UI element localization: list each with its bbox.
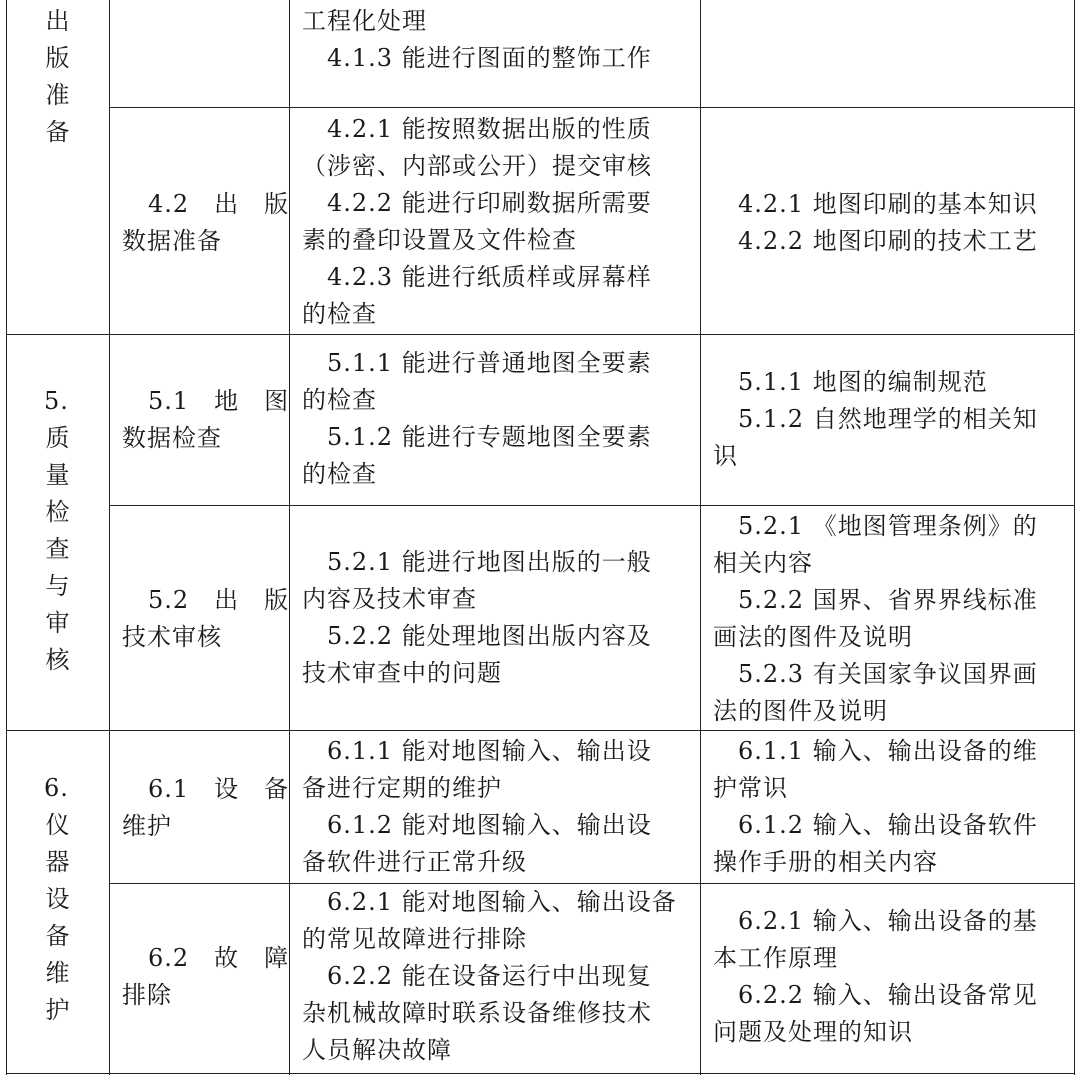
skills-cell — [302, 111, 698, 333]
unit-line: 4.2 出 版 — [148, 190, 290, 218]
knowledge-line: 6.2.2 输入、输出设备常见 — [713, 981, 1038, 1009]
function-char: 设 — [45, 885, 71, 913]
skill-line: 6.2.1 能对地图输入、输出设备 — [302, 888, 677, 916]
unit-cell — [122, 186, 290, 260]
skill-line: （涉密、内部或公开）提交审核 — [302, 152, 652, 180]
skill-line: 素的叠印设置及文件检查 — [302, 226, 577, 254]
function-char: 核 — [45, 646, 71, 674]
knowledge-cell — [713, 508, 1073, 730]
unit-line: 5.2 出 版 — [148, 586, 290, 614]
knowledge-line: 5.2.1 《地图管理条例》的 — [713, 512, 1038, 540]
knowledge-line: 4.2.1 地图印刷的基本知识 — [713, 190, 1038, 218]
table-divider-col2 — [289, 0, 290, 1075]
function-char: 护 — [45, 996, 71, 1024]
unit-line: 6.1 设 备 — [148, 775, 290, 803]
skill-line: 4.2.3 能进行纸质样或屏幕样 — [302, 263, 652, 291]
unit-line: 6.2 故 障 — [148, 944, 290, 972]
knowledge-cell — [713, 364, 1073, 475]
skill-line: 的检查 — [302, 386, 377, 414]
knowledge-line: 操作手册的相关内容 — [713, 848, 938, 876]
knowledge-line: 问题及处理的知识 — [713, 1018, 913, 1046]
function-char: 6. — [44, 774, 69, 802]
table-border-left — [6, 0, 7, 1075]
knowledge-line: 4.2.2 地图印刷的技术工艺 — [713, 227, 1038, 255]
function-cell-equipment-maintenance — [8, 770, 108, 1029]
table-border-bottom — [6, 1073, 1075, 1074]
row-divider — [109, 107, 1075, 108]
skill-line: 人员解决故障 — [302, 1036, 452, 1064]
function-cell-publishing-prep — [8, 3, 108, 151]
function-char: 检 — [45, 498, 71, 526]
table-divider-col1 — [109, 0, 110, 1075]
skills-cell — [302, 345, 698, 493]
unit-line: 5.1 地 图 — [148, 387, 290, 415]
knowledge-line: 相关内容 — [713, 549, 813, 577]
skill-line: 备进行定期的维护 — [302, 774, 502, 802]
skill-line: 备软件进行正常升级 — [302, 848, 527, 876]
knowledge-line: 本工作原理 — [713, 944, 838, 972]
skill-line: 的检查 — [302, 300, 377, 328]
unit-line: 数据准备 — [122, 227, 222, 255]
skill-line: 5.2.1 能进行地图出版的一般 — [302, 548, 652, 576]
skills-cell — [302, 544, 698, 692]
skill-line: 5.1.2 能进行专题地图全要素 — [302, 423, 652, 451]
knowledge-line: 6.1.1 输入、输出设备的维 — [713, 737, 1038, 765]
function-char: 5. — [44, 387, 69, 415]
skill-line: 的常见故障进行排除 — [302, 925, 527, 953]
unit-line: 数据检查 — [122, 424, 222, 452]
skill-line: 工程化处理 — [302, 7, 427, 35]
function-char: 器 — [45, 848, 71, 876]
function-char: 量 — [45, 461, 71, 489]
knowledge-cell — [713, 903, 1073, 1051]
row-divider — [6, 730, 1075, 731]
skill-line: 5.1.1 能进行普通地图全要素 — [302, 349, 652, 377]
knowledge-line: 6.2.1 输入、输出设备的基 — [713, 907, 1038, 935]
skill-line: 5.2.2 能处理地图出版内容及 — [302, 622, 652, 650]
function-char: 审 — [45, 609, 71, 637]
knowledge-line: 5.2.3 有关国家争议国界画 — [713, 660, 1038, 688]
skill-line: 4.1.3 能进行图面的整饰工作 — [302, 44, 652, 72]
table-divider-col3 — [700, 0, 701, 1075]
function-char: 版 — [45, 44, 71, 72]
function-char: 查 — [45, 535, 71, 563]
skill-line: 杂机械故障时联系设备维修技术 — [302, 999, 652, 1027]
table-border-right — [1074, 0, 1075, 1075]
knowledge-line: 画法的图件及说明 — [713, 623, 913, 651]
skill-line: 6.1.1 能对地图输入、输出设 — [302, 737, 652, 765]
knowledge-cell — [713, 733, 1073, 881]
knowledge-cell — [713, 186, 1073, 260]
skills-cell — [302, 3, 698, 77]
knowledge-line: 6.1.2 输入、输出设备软件 — [713, 811, 1038, 839]
function-char: 出 — [45, 7, 71, 35]
knowledge-line: 护常识 — [713, 774, 788, 802]
row-divider — [109, 505, 1075, 506]
skill-line: 4.2.2 能进行印刷数据所需要 — [302, 189, 652, 217]
unit-line: 维护 — [122, 812, 172, 840]
unit-cell — [122, 383, 290, 457]
skills-cell — [302, 884, 698, 1069]
unit-cell — [122, 582, 290, 656]
function-char: 维 — [45, 959, 71, 987]
skill-line: 6.2.2 能在设备运行中出现复 — [302, 962, 652, 990]
function-cell-quality-check — [8, 383, 108, 679]
function-char: 备 — [45, 118, 71, 146]
skill-line: 技术审查中的问题 — [302, 659, 502, 687]
knowledge-line: 5.1.1 地图的编制规范 — [713, 368, 988, 396]
unit-cell — [122, 940, 290, 1014]
unit-line: 排除 — [122, 981, 172, 1009]
skill-line: 的检查 — [302, 460, 377, 488]
function-char: 准 — [45, 81, 71, 109]
knowledge-line: 法的图件及说明 — [713, 697, 888, 725]
function-char: 备 — [45, 922, 71, 950]
knowledge-line: 5.1.2 自然地理学的相关知 — [713, 405, 1038, 433]
function-char: 与 — [45, 572, 71, 600]
unit-cell — [122, 771, 290, 845]
function-char: 质 — [45, 424, 71, 452]
skill-line: 内容及技术审查 — [302, 585, 477, 613]
knowledge-line: 识 — [713, 442, 738, 470]
row-divider — [6, 334, 1075, 335]
skill-line: 4.2.1 能按照数据出版的性质 — [302, 115, 652, 143]
knowledge-line: 5.2.2 国界、省界界线标准 — [713, 586, 1038, 614]
unit-line: 技术审核 — [122, 623, 222, 651]
function-char: 仪 — [45, 811, 71, 839]
skills-cell — [302, 733, 698, 881]
skill-line: 6.1.2 能对地图输入、输出设 — [302, 811, 652, 839]
